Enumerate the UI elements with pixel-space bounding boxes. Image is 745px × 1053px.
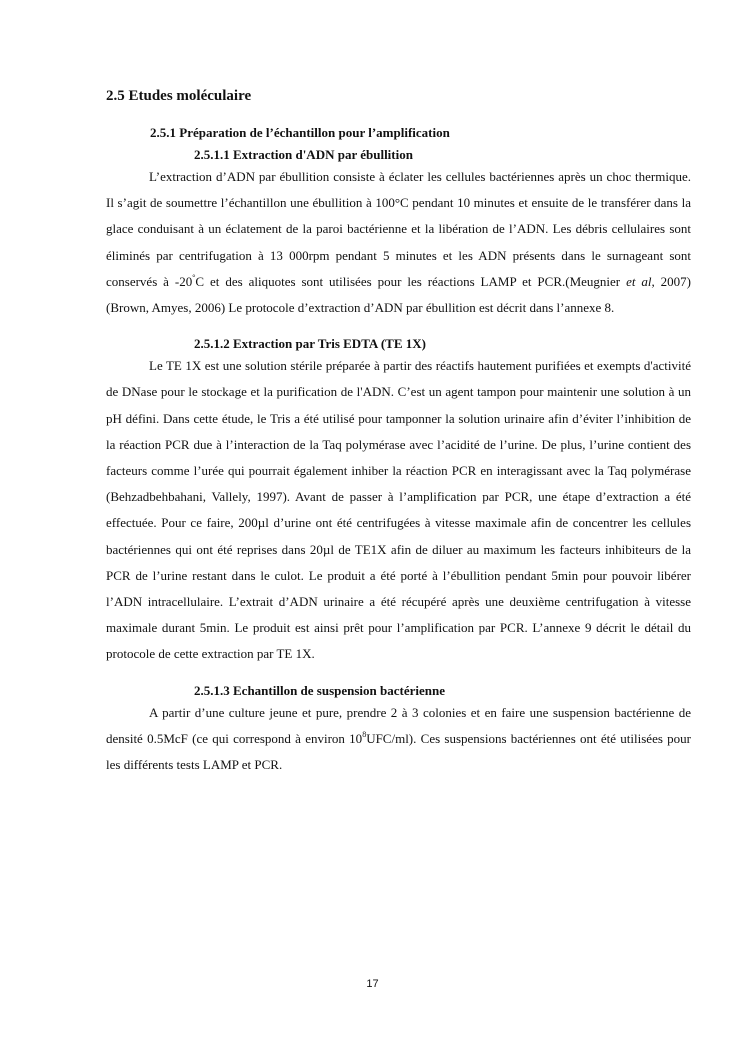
paragraph-text: UFC/ml). Ces suspensions bactériennes ont été utilisées pour les différents tests LAMP et PCR.: [106, 730, 691, 773]
page-number: 17: [366, 978, 379, 990]
section-bacterial-suspension: [106, 682, 691, 779]
subsection-heading: 2.5.1 Préparation de l’échantillon pour l’amplification: [150, 125, 450, 140]
subsubsection-heading-boiling: 2.5.1.1 Extraction d'ADN par ébullition: [194, 147, 413, 162]
citation-italic: et al,: [626, 273, 655, 289]
subsubsection-heading-te: 2.5.1.2 Extraction par Tris EDTA (TE 1X): [194, 336, 426, 352]
paragraph-te: Le TE 1X est une solution stérile préparée à partir des réactifs hautement purifiées et exempts d'activité de DNase pour le stockage et la purification de l'ADN. C’est un agent tampon pour maintenir une solution à un pH défini. Dans cette étude, le Tris a été utilisé pour tamponner la solution urinaire afin d’éviter l’inhibition de la réaction PCR due à l’interaction de la Taq polymérase avec l’acidité de l’urine. De plus, l’urine contient des facteurs comme l’urée qui pourrait également inhiber la réaction PCR en interagissant avec la Taq polymérase (Behzadbehbahani, Vallely, 1997). Avant de passer à l’amplification par PCR, une étape d’extraction a été effectuée. Pour ce faire, 200µl d’urine ont été centrifugées à vitesse maximale afin de concentrer les cellules bactériennes qui ont été reprises dans 20µl de TE1X afin de diluer au maximum les facteurs inhibiteurs de la PCR de l’urine restant dans le culot. Le produit a été porté à l’ébullition pendant 5min pour pouvoir libérer l’ADN intracellulaire. L’extrait d’ADN urinaire a été récupéré après une deuxième centrifugation à vitesse maximale durant 5min. Le produit est ainsi prêt pour l’amplification par PCR. L’annexe 9 décrit le détail du protocole de cette extraction par TE 1X.: [106, 358, 691, 662]
paragraph-text: C et des aliquotes sont utilisées pour les réactions LAMP et PCR.(Meugnier: [195, 273, 627, 289]
degree-symbol: °: [192, 272, 196, 282]
section-heading: 2.5 Etudes moléculaire: [106, 88, 252, 104]
paragraph-text: A partir d’une culture jeune et pure, prendre 2 à 3 colonies et en faire une suspension bactérienne de densité 0.5McF (ce qui correspond à environ 10: [106, 704, 691, 746]
subsubsection-heading-suspension: 2.5.1.3 Echantillon de suspension bactérienne: [194, 682, 446, 698]
paragraph-suspension: [106, 700, 691, 779]
paragraph-text: 2007)(Brown, Amyes, 2006) Le protocole d’extraction d’ADN par ébullition est décrit dans l’annexe 8.: [106, 273, 691, 316]
document-page: [106, 88, 691, 792]
paragraph-boiling: [106, 164, 691, 321]
section-te-extraction: [106, 335, 691, 667]
exponent: 8: [362, 729, 367, 739]
section-boiling-extraction: [106, 146, 691, 321]
paragraph-text: L’extraction d’ADN par ébullition consiste à éclater les cellules bactériennes après un choc thermique. Il s’agit de soumettre l’échantillon une ébullition à 100°C pendant 10 minutes et ensuite de le transférer dans la glace conduisant à un éclatement de la paroi bactérienne et la libération de l’ADN. Les débris cellulaires sont éliminés par centrifugation à 13 000rpm pendant 5 minutes et les ADN présents dans le surnageant sont conservés à -20: [106, 169, 691, 289]
